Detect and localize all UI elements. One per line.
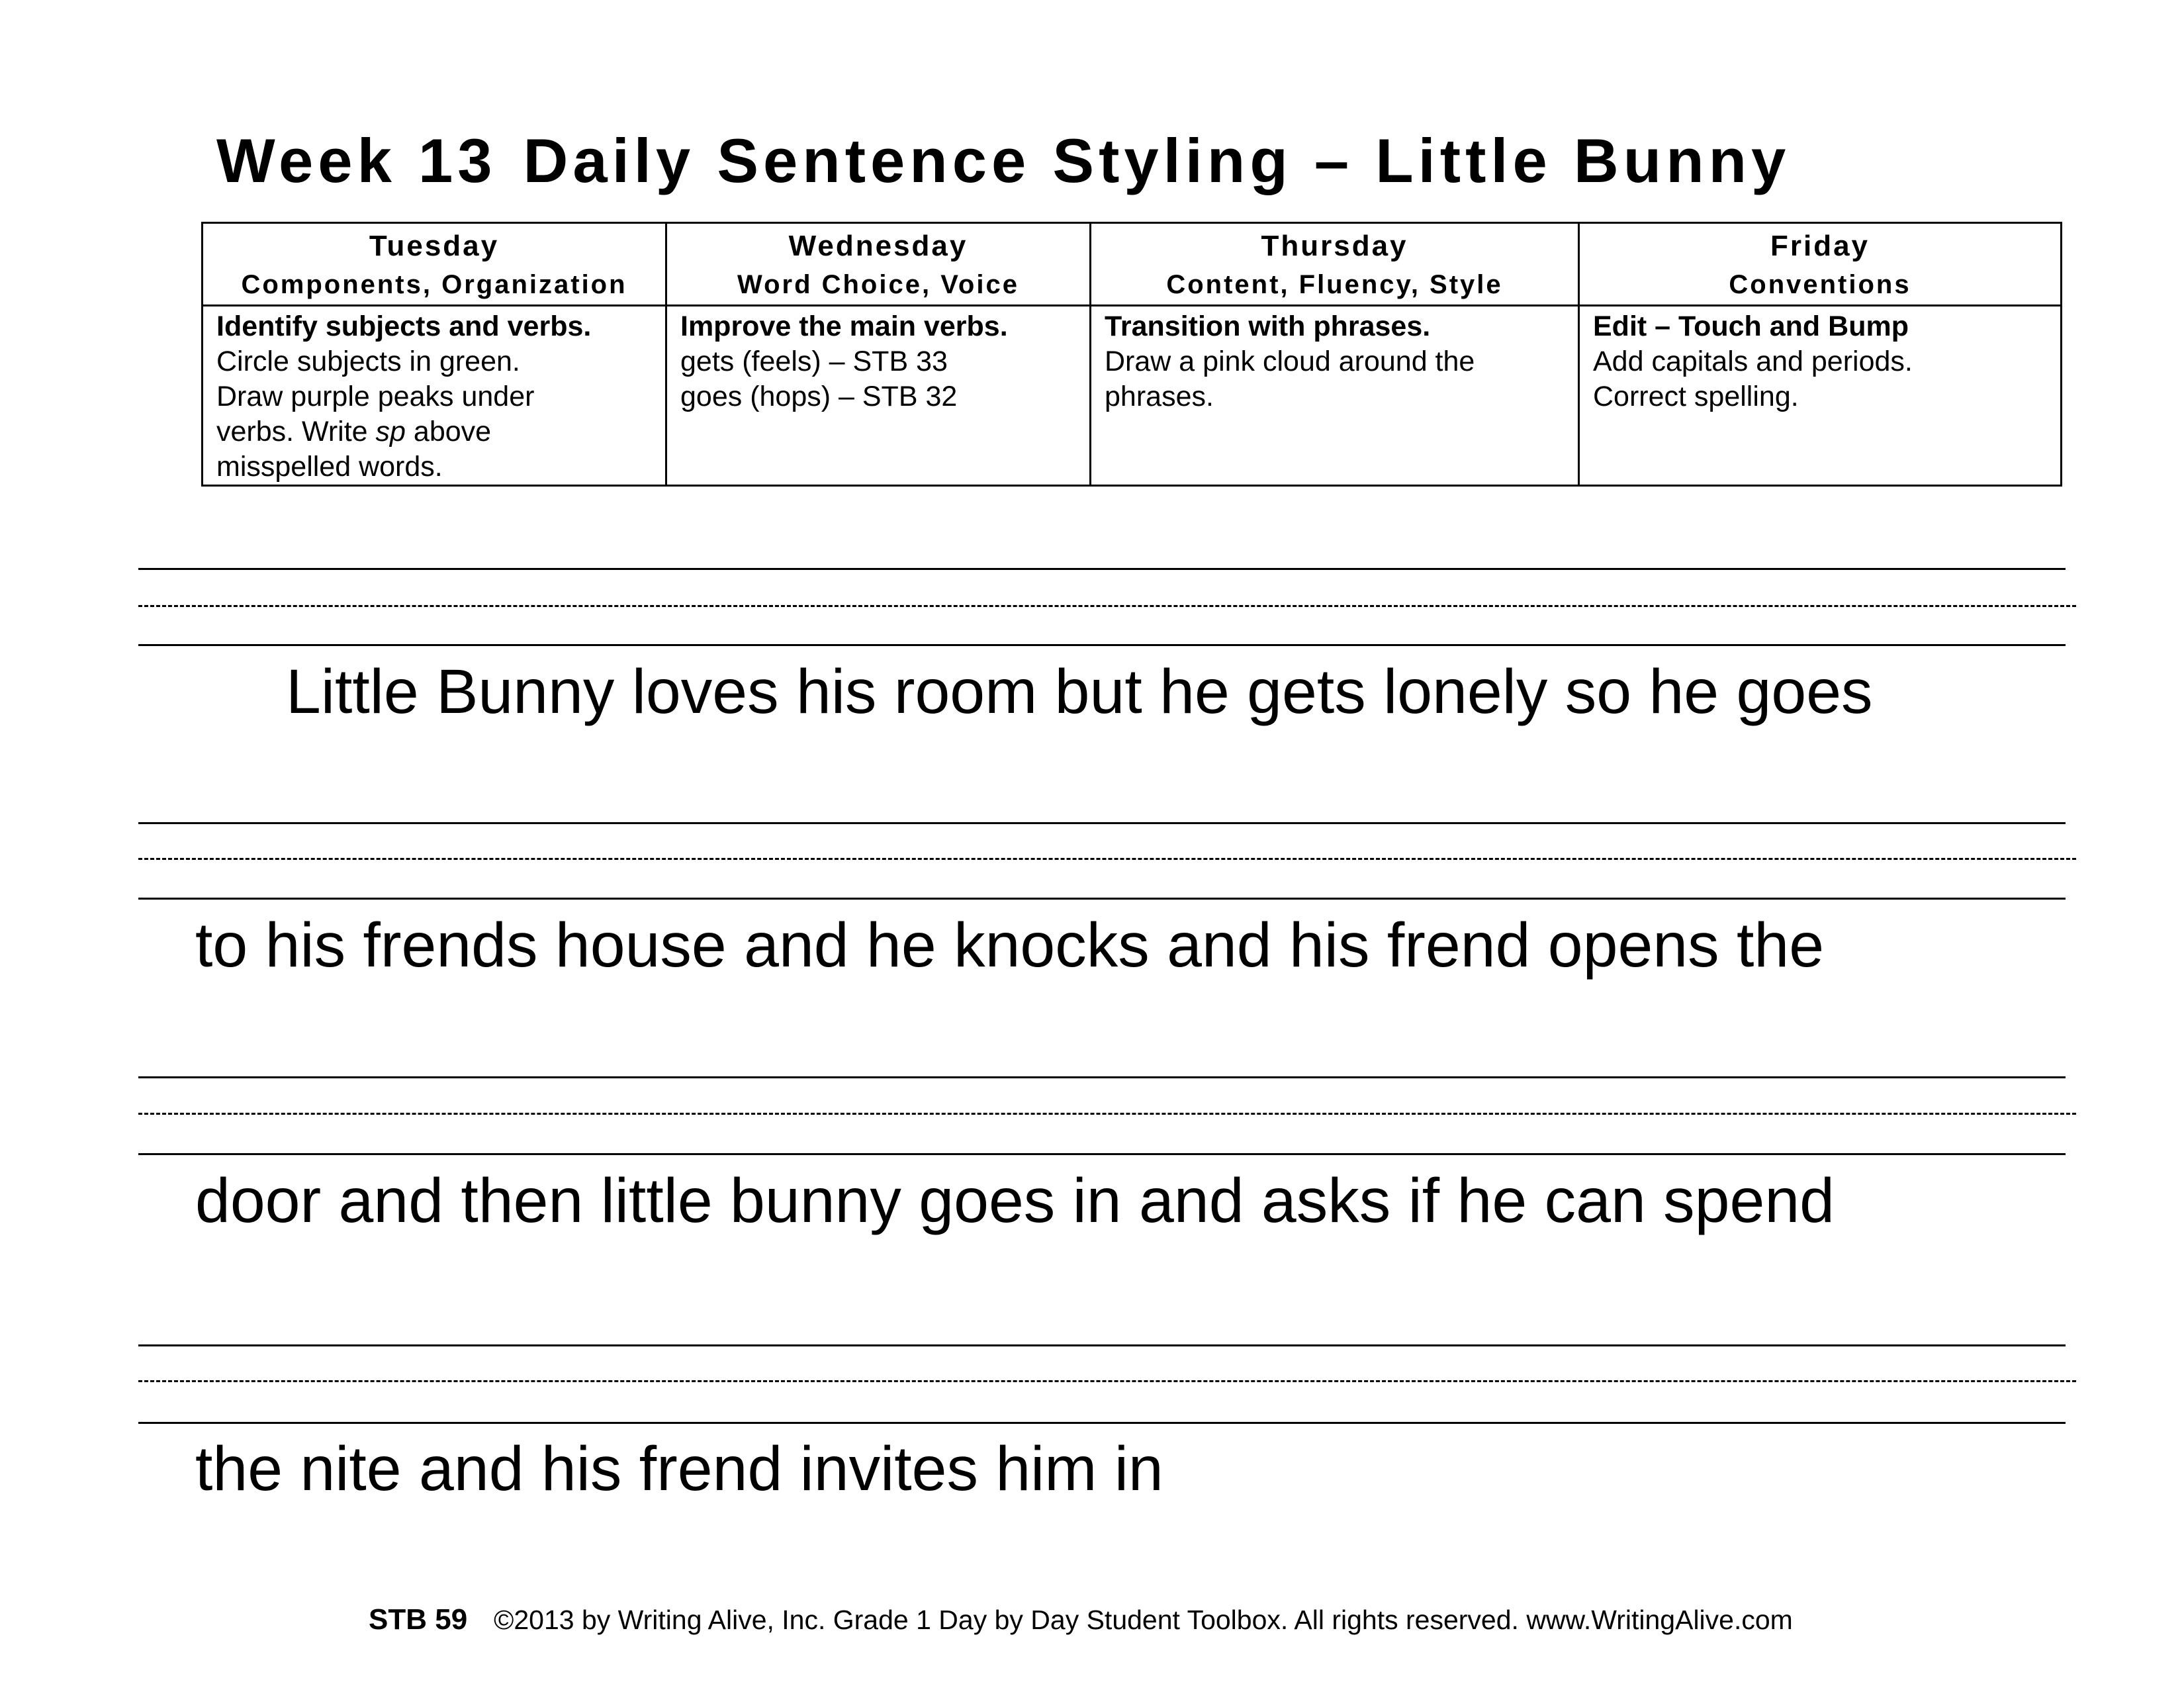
guide-mid-dashed-line [138,1380,2076,1382]
day-subtitle: Content, Fluency, Style [1166,270,1503,299]
day-label: Tuesday [369,230,500,262]
task-text: above [405,416,492,447]
guide-base-line [138,898,2066,900]
guide-base-line [138,644,2066,646]
guide-top-line [138,568,2066,570]
task-line: Circle subjects in green. [216,346,520,377]
day-label: Thursday [1261,230,1408,262]
task-lead: Edit – Touch and Bump [1593,310,1909,342]
task-line: goes (hops) – STB 32 [680,381,958,412]
schedule-header-row [203,223,2062,306]
cell-wednesday [666,306,1091,486]
guide-base-line [138,1153,2066,1155]
task-line [216,414,652,449]
task-lead: Identify subjects and verbs. [216,310,592,342]
schedule-table [201,222,2062,487]
task-lead: Improve the main verbs. [680,310,1008,342]
footer-page-code: STB 59 [369,1603,468,1636]
guide-mid-dashed-line [138,605,2076,607]
title-week: Week 13 [216,126,497,195]
guide-mid-dashed-line [138,858,2076,860]
header-tuesday [203,223,666,306]
guide-mid-dashed-line [138,1113,2076,1115]
cell-friday [1579,306,2062,486]
day-subtitle: Components, Organization [241,270,627,299]
cell-thursday [1091,306,1579,486]
guide-top-line [138,1076,2066,1078]
sentence-line-4: the nite and his frend invites him in [195,1434,1163,1504]
day-subtitle: Conventions [1729,270,1911,299]
day-label: Friday [1770,230,1870,262]
task-text: verbs. Write [216,416,376,447]
task-text-italic: sp [375,416,406,447]
day-label: Wednesday [788,230,968,262]
guide-top-line [138,1344,2066,1346]
header-wednesday [666,223,1091,306]
schedule-body-row [203,306,2062,486]
task-line: Draw a pink cloud around the [1105,346,1475,377]
title-main: Daily Sentence Styling – Little Bunny [523,126,1791,195]
footer-copyright: ©2013 by Writing Alive, Inc. Grade 1 Day by Day Student Toolbox. All rights reserved. www.WritingAlive.com [494,1605,1793,1635]
sentence-line-3: door and then little bunny goes in and asks if he can spend [195,1166,1835,1236]
header-friday [1579,223,2062,306]
task-line: Add capitals and periods. [1593,346,1913,377]
task-lead: Transition with phrases. [1105,310,1431,342]
page-footer [369,1605,1793,1634]
guide-base-line [138,1422,2066,1424]
header-thursday [1091,223,1579,306]
task-line: Correct spelling. [1593,381,1799,412]
guide-top-line [138,822,2066,824]
sentence-line-1: Little Bunny loves his room but he gets lonely so he goes [286,657,1873,727]
page-title [216,126,1791,195]
task-line: Draw purple peaks under [216,381,535,412]
day-subtitle: Word Choice, Voice [737,270,1019,299]
sentence-line-2: to his frends house and he knocks and his frend opens the [195,910,1825,980]
task-line: gets (feels) – STB 33 [680,346,948,377]
task-line: misspelled words. [216,451,443,483]
task-line: phrases. [1105,381,1214,412]
cell-tuesday [203,306,666,486]
